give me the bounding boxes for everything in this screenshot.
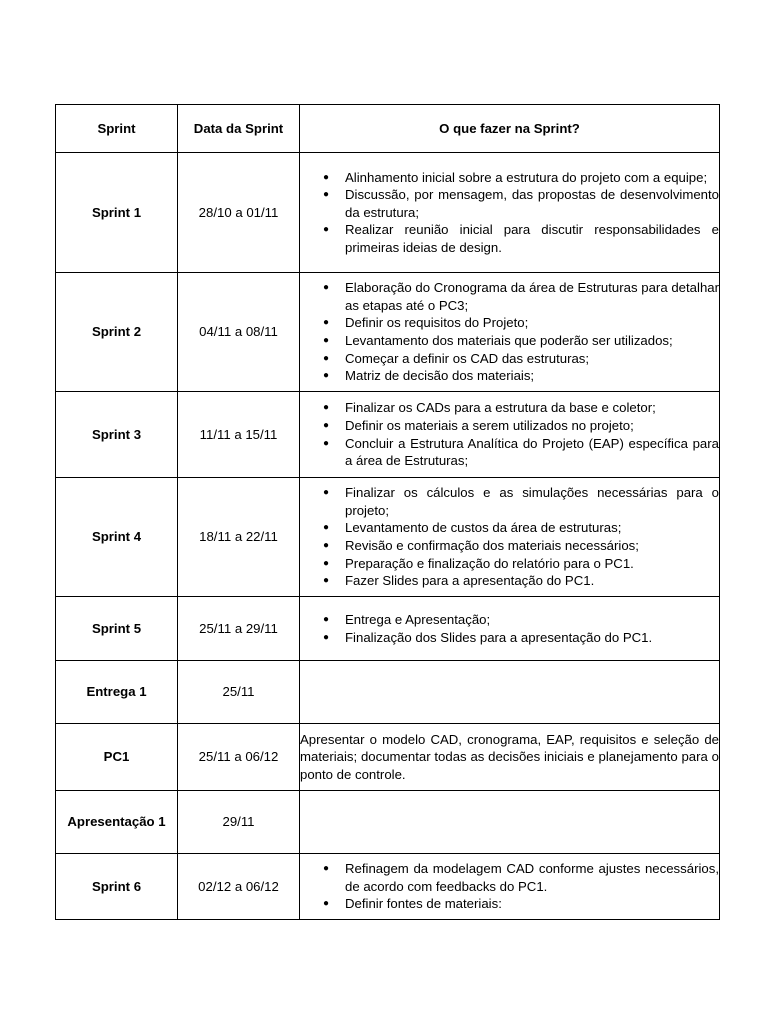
list-item: ● Definir fontes de materiais: — [345, 895, 719, 913]
sprint-tasks-empty — [300, 661, 720, 724]
list-item: ● Definir os materiais a serem utilizados no projeto; — [345, 417, 719, 435]
task-list — [300, 399, 719, 469]
table-row — [56, 597, 720, 661]
list-item: ● Refinagem da modelagem CAD conforme ajustes necessários, de acordo com feedbacks do PC1. — [345, 860, 719, 895]
list-item: ● Finalizar os cálculos e as simulações necessárias para o projeto; — [345, 484, 719, 519]
sprint-date: 28/10 a 01/11 — [178, 153, 300, 273]
header-sprint: Sprint — [56, 105, 178, 153]
sprint-tasks — [300, 273, 720, 392]
sprint-tasks — [300, 478, 720, 597]
table-row — [56, 478, 720, 597]
list-item: ● Discussão, por mensagem, das propostas de desenvolvimento da estrutura; — [345, 186, 719, 221]
sprint-date: 11/11 a 15/11 — [178, 392, 300, 478]
list-item: ● Finalizar os CADs para a estrutura da base e coletor; — [345, 399, 719, 417]
sprint-tasks — [300, 153, 720, 273]
sprint-date: 25/11 — [178, 661, 300, 724]
sprint-date: 25/11 a 06/12 — [178, 724, 300, 791]
list-item: ● Levantamento de custos da área de estruturas; — [345, 519, 719, 537]
task-list — [300, 279, 719, 385]
sprint-name: Sprint 3 — [56, 392, 178, 478]
sprint-name: Entrega 1 — [56, 661, 178, 724]
task-list — [300, 860, 719, 913]
sprint-name: Sprint 5 — [56, 597, 178, 661]
sprint-tasks — [300, 724, 720, 791]
sprint-tasks-empty — [300, 791, 720, 854]
sprint-date: 18/11 a 22/11 — [178, 478, 300, 597]
list-item: ● Concluir a Estrutura Analítica do Projeto (EAP) específica para a área de Estruturas; — [345, 435, 719, 470]
header-date: Data da Sprint — [178, 105, 300, 153]
table-row — [56, 273, 720, 392]
sprint-schedule-table — [55, 104, 720, 920]
list-item: ● Realizar reunião inicial para discutir responsabilidades e primeiras ideias de design. — [345, 221, 719, 256]
sprint-name: Apresentação 1 — [56, 791, 178, 854]
table-row — [56, 854, 720, 920]
sprint-date: 29/11 — [178, 791, 300, 854]
sprint-tasks — [300, 854, 720, 920]
list-item: ● Finalização dos Slides para a apresentação do PC1. — [345, 629, 719, 647]
table-row — [56, 724, 720, 791]
task-list — [300, 484, 719, 590]
table-row — [56, 392, 720, 478]
task-list — [300, 611, 719, 646]
table-row — [56, 791, 720, 854]
list-item: ● Revisão e confirmação dos materiais necessários; — [345, 537, 719, 555]
list-item: ● Entrega e Apresentação; — [345, 611, 719, 629]
sprint-date: 04/11 a 08/11 — [178, 273, 300, 392]
sprint-name: Sprint 1 — [56, 153, 178, 273]
sprint-name: Sprint 2 — [56, 273, 178, 392]
header-tasks: O que fazer na Sprint? — [300, 105, 720, 153]
task-list — [300, 169, 719, 257]
list-item: ● Preparação e finalização do relatório para o PC1. — [345, 555, 719, 573]
list-item: ● Levantamento dos materiais que poderão ser utilizados; — [345, 332, 719, 350]
list-item: ● Matriz de decisão dos materiais; — [345, 367, 719, 385]
list-item: ● Começar a definir os CAD das estruturas; — [345, 350, 719, 368]
sprint-name: Sprint 6 — [56, 854, 178, 920]
list-item: ● Elaboração do Cronograma da área de Estruturas para detalhar as etapas até o PC3; — [345, 279, 719, 314]
sprint-date: 25/11 a 29/11 — [178, 597, 300, 661]
table-row — [56, 661, 720, 724]
sprint-tasks — [300, 392, 720, 478]
list-item: ● Fazer Slides para a apresentação do PC1. — [345, 572, 719, 590]
task-description: Apresentar o modelo CAD, cronograma, EAP, requisitos e seleção de materiais; documentar todas as decisões iniciais e planejamento para o ponto de controle. — [300, 731, 719, 782]
sprint-name: Sprint 4 — [56, 478, 178, 597]
sprint-tasks — [300, 597, 720, 661]
list-item: ● Alinhamento inicial sobre a estrutura do projeto com a equipe; — [345, 169, 719, 187]
sprint-date: 02/12 a 06/12 — [178, 854, 300, 920]
table-header-row — [56, 105, 720, 153]
list-item: ● Definir os requisitos do Projeto; — [345, 314, 719, 332]
table-row — [56, 153, 720, 273]
sprint-name: PC1 — [56, 724, 178, 791]
